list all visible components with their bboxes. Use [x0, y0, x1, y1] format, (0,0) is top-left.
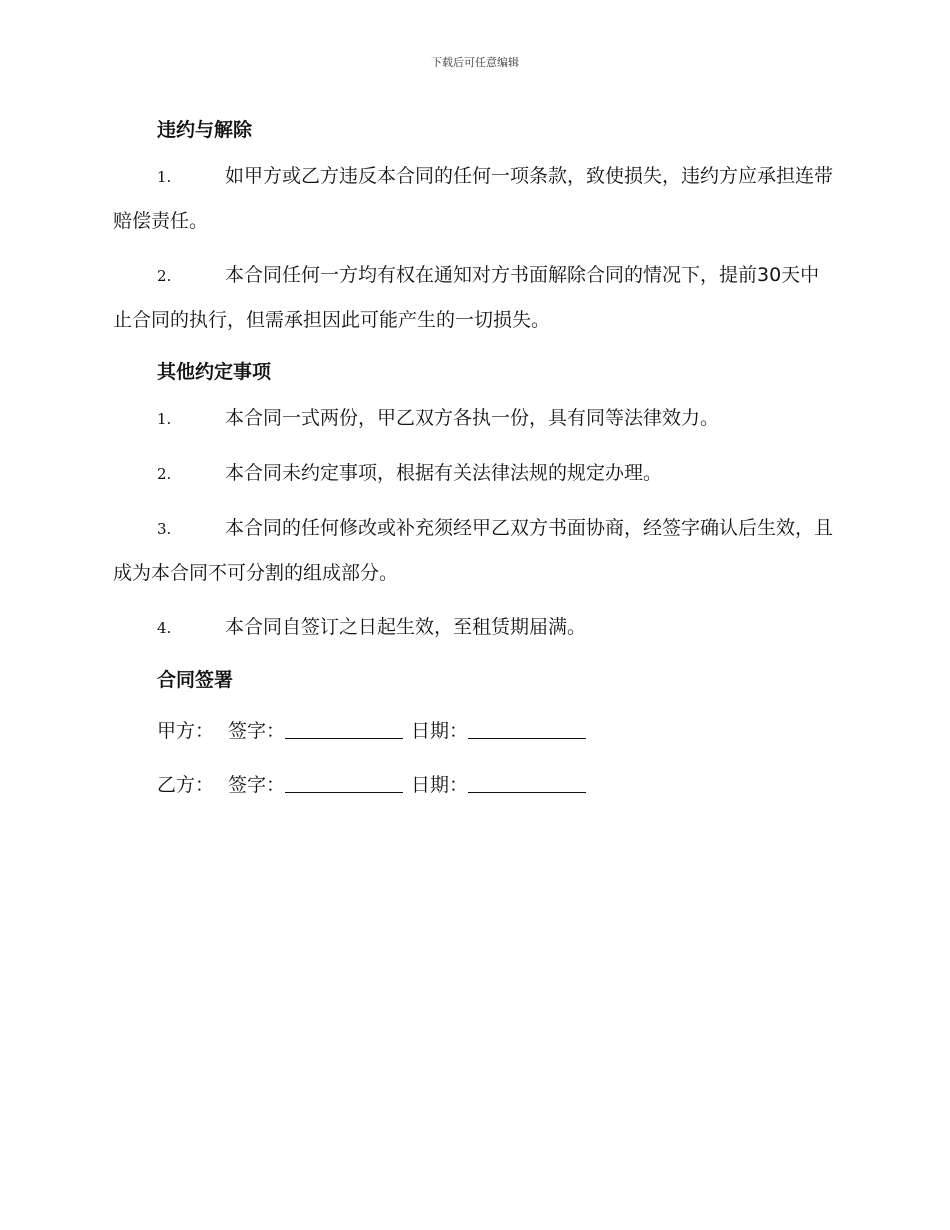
document-body: [113, 110, 838, 812]
party-label: 乙方：: [157, 774, 215, 796]
clause-item: [113, 396, 838, 441]
date-blank[interactable]: [468, 718, 586, 739]
clause-item: [113, 451, 838, 496]
party-label: 甲方：: [157, 720, 215, 742]
sign-label: 签字：: [228, 720, 286, 742]
clause-item: [113, 253, 838, 342]
clause-item: [113, 605, 838, 650]
clause-number: 1.: [157, 168, 172, 186]
clause-text: 本合同自签订之日起生效，至租赁期届满。: [225, 616, 587, 638]
clause-text: 如甲方或乙方违反本合同的任何一项条款，致使损失，违约方应承担连带赔偿责任。: [113, 165, 834, 232]
clause-number: 4.: [157, 619, 172, 637]
clause-number: 2.: [157, 465, 172, 483]
section-title-signing: 合同签署: [157, 669, 234, 691]
clause-text: 本合同的任何修改或补充须经甲乙双方书面协商，经签字确认后生效，且成为本合同不可分割的组成部分。: [113, 517, 834, 584]
date-label: 日期：: [411, 720, 469, 742]
section-title-breach: 违约与解除: [157, 119, 253, 141]
clause-number: 1.: [157, 410, 172, 428]
clause-item: [113, 154, 838, 243]
date-label: 日期：: [411, 774, 469, 796]
signature-row-party-a: [157, 704, 838, 758]
signature-row-party-b: [157, 758, 838, 812]
clause-text: 本合同未约定事项，根据有关法律法规的规定办理。: [225, 462, 663, 484]
clause-number: 3.: [157, 520, 172, 538]
section-title-other: 其他约定事项: [157, 361, 272, 383]
date-blank[interactable]: [468, 772, 586, 793]
page-header: 下载后可任意编辑: [431, 56, 519, 69]
clause-text: 本合同一式两份，甲乙双方各执一份，具有同等法律效力。: [225, 407, 720, 429]
signature-blank[interactable]: [285, 718, 403, 739]
signature-blank[interactable]: [285, 772, 403, 793]
sign-label: 签字：: [228, 774, 286, 796]
clause-item: [113, 506, 838, 595]
clause-text: 本合同任何一方均有权在通知对方书面解除合同的情况下，提前30天中止合同的执行，但需承担因此可能产生的一切损失。: [113, 264, 820, 331]
clause-number: 2.: [157, 267, 172, 285]
